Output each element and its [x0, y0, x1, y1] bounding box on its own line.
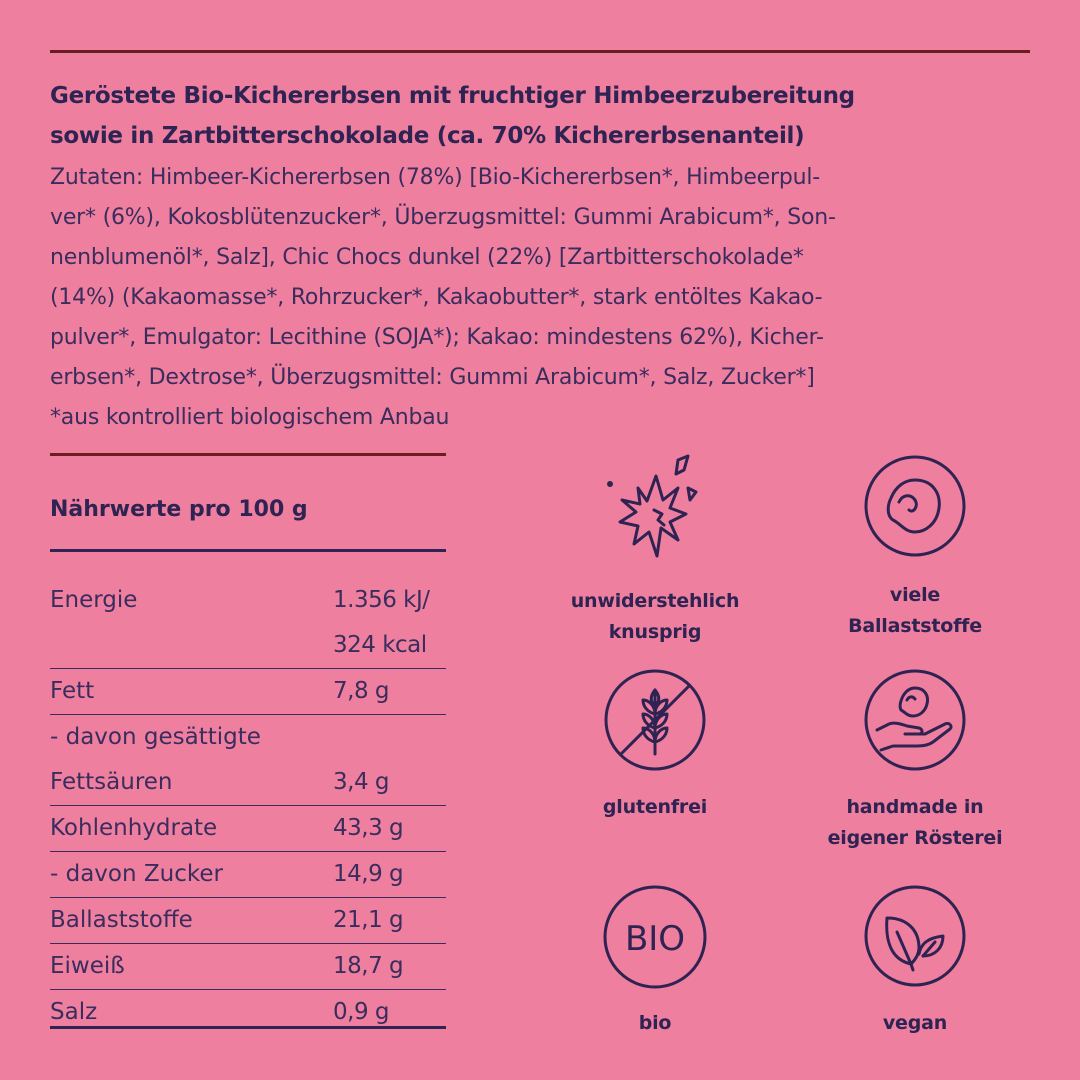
feature-label: glutenfrei [602, 796, 708, 818]
feature-label: knusprig [608, 621, 702, 643]
nutrition-value: 18,7 g [333, 953, 404, 979]
nutrition-value: 43,3 g [333, 815, 404, 841]
nutrition-row-saturated [50, 715, 446, 806]
feature-vegan [805, 884, 1025, 1039]
ingredients-line: pulver*, Emulgator: Lecithine (SOJA*); Kakao: mindestens 62%), Kicher- [50, 325, 824, 350]
ingredients-line: (14%) (Kakaomasse*, Rohrzucker*, Kakaobutter*, stark entöltes Kakao- [50, 285, 823, 310]
feature-fiber [805, 454, 1025, 642]
crunch-burst-icon [600, 448, 710, 566]
nutrition-value: 324 kcal [333, 632, 427, 658]
bio-badge-icon [602, 884, 708, 990]
feature-bio [545, 884, 765, 1039]
nutrition-label: Fett [50, 678, 95, 704]
ingredients-block [50, 158, 1035, 438]
nutrition-label: Salz [50, 999, 98, 1025]
feature-label: Ballaststoffe [848, 615, 982, 637]
ingredients-line: erbsen*, Dextrose*, Überzugsmittel: Gummi Arabicum*, Salz, Zucker*] [50, 365, 815, 390]
nutrition-footer-rule [50, 1026, 446, 1029]
nutrition-label: Ballaststoffe [50, 907, 193, 933]
nutrition-value: 21,1 g [333, 907, 404, 933]
nutrition-label: Energie [50, 587, 138, 613]
nutrition-label: - davon Zucker [50, 861, 223, 887]
ingredients-line: ver* (6%), Kokosblütenzucker*, Überzugsmittel: Gummi Arabicum*, Son- [50, 205, 836, 230]
feature-label: vegan [882, 1012, 948, 1034]
nutrition-row-fiber [50, 898, 446, 944]
nutrition-row-carbs [50, 806, 446, 852]
nutrition-value: 1.356 kJ/ [333, 587, 430, 613]
nutrition-row-sugar [50, 852, 446, 898]
bio-badge-text: BIO [624, 919, 686, 959]
feature-label: viele [889, 584, 941, 606]
gluten-free-icon [603, 668, 707, 772]
nutrition-value: 7,8 g [333, 678, 389, 704]
feature-label: unwiderstehlich [570, 590, 740, 612]
nutrition-table [50, 578, 446, 1035]
chickpea-circle-icon [863, 454, 967, 558]
hand-chickpea-icon [863, 668, 967, 772]
nutrition-value: 3,4 g [333, 769, 389, 795]
nutrition-header-rule [50, 549, 446, 552]
headline-line-2: sowie in Zartbitterschokolade (ca. 70% Kichererbsenanteil) [50, 123, 805, 149]
feature-label: bio [638, 1012, 672, 1034]
nutrition-label: Kohlenhydrate [50, 815, 218, 841]
ingredients-line: Zutaten: Himbeer-Kichererbsen (78%) [Bio-Kichererbsen*, Himbeerpul- [50, 165, 821, 190]
nutrition-row-fat [50, 669, 446, 715]
ingredients-line: nenblumenöl*, Salz], Chic Chocs dunkel (22%) [Zartbitterschokolade* [50, 245, 804, 270]
nutrition-row-energy [50, 578, 446, 669]
feature-crunchy [545, 448, 765, 648]
nutrition-label: Eiweiß [50, 953, 125, 979]
feature-label: handmade in [846, 796, 984, 818]
top-divider [50, 50, 1030, 53]
nutrition-value: 0,9 g [333, 999, 389, 1025]
nutrition-label: Fettsäuren [50, 769, 173, 795]
nutrition-title: Nährwerte pro 100 g [50, 497, 308, 522]
nutrition-value: 14,9 g [333, 861, 404, 887]
nutrition-row-protein [50, 944, 446, 990]
feature-handmade [805, 668, 1025, 854]
leaf-vegan-icon [863, 884, 967, 988]
headline-line-1: Geröstete Bio-Kichererbsen mit fruchtiger Himbeerzubereitung [50, 83, 855, 109]
ingredients-footnote: *aus kontrolliert biologischem Anbau [50, 405, 450, 430]
product-headline [50, 76, 1035, 156]
section-divider [50, 453, 446, 456]
feature-gluten-free [545, 668, 765, 823]
feature-label: eigener Rösterei [827, 827, 1003, 849]
nutrition-label: - davon gesättigte [50, 724, 261, 750]
